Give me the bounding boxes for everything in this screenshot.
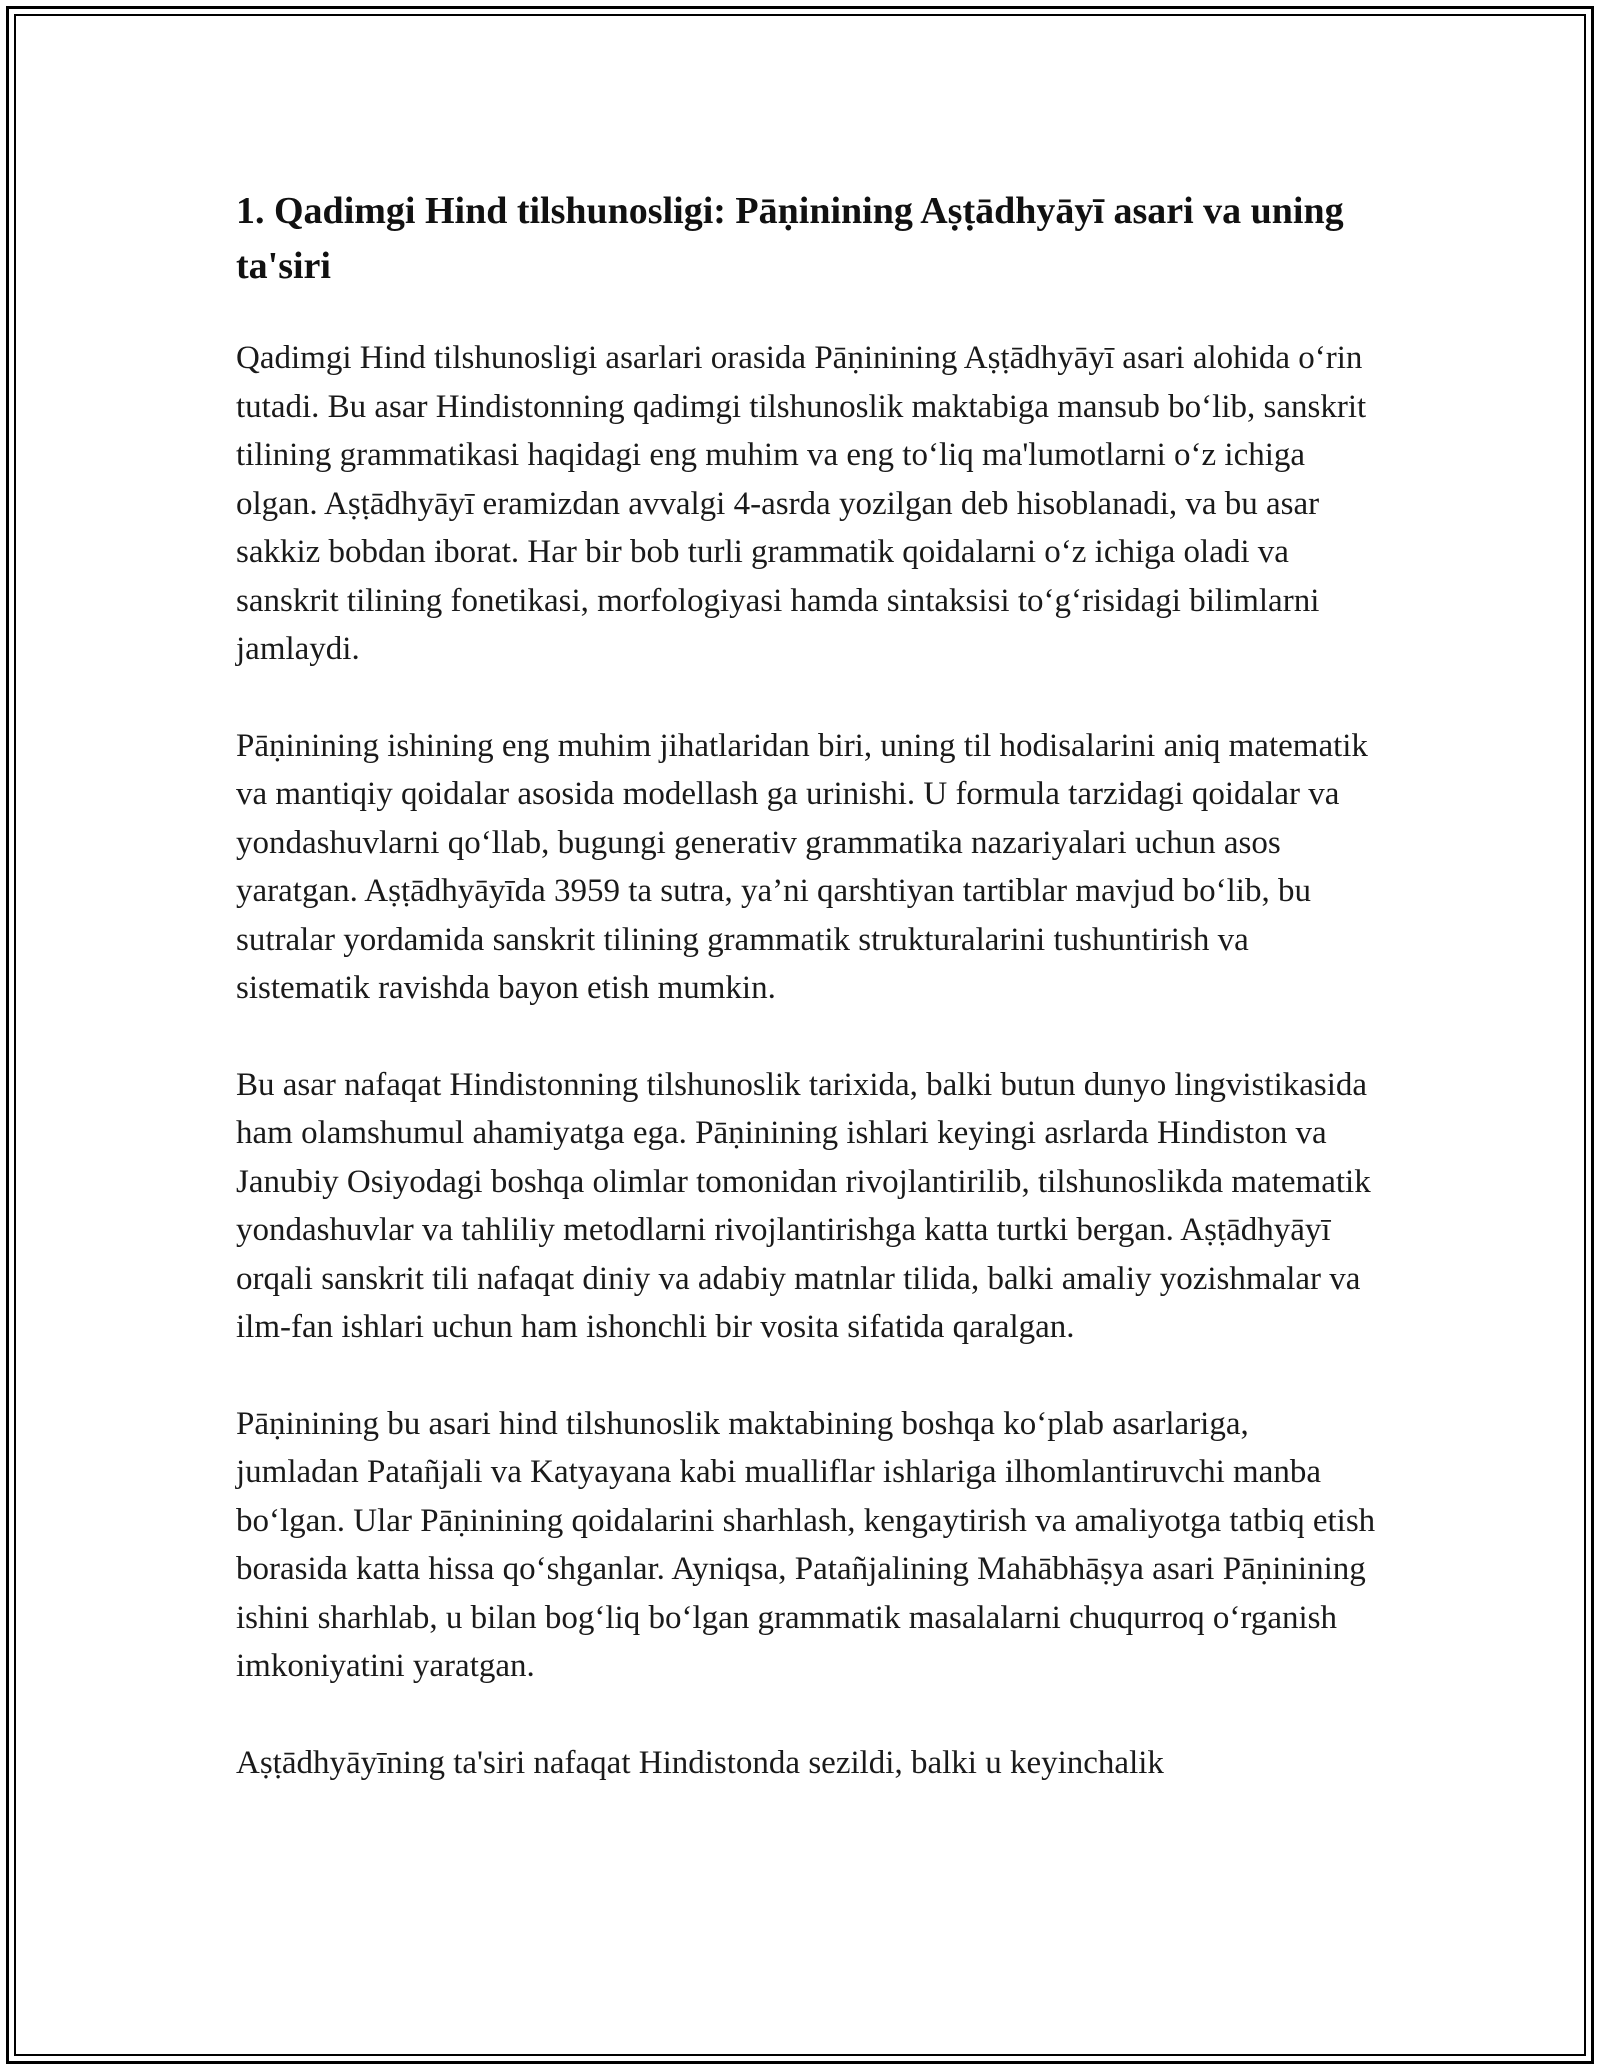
document-title: 1. Qadimgi Hind tilshunosligi: Pāṇinining Aṣṭādhyāyī asari va uning ta'siri (236, 190, 1344, 287)
paragraph-continuation: Aṣṭādhyāyīning ta'siri nafaqat Hindistonda sezildi, balki u keyinchalik (236, 1744, 1164, 1781)
paragraph-intro: Qadimgi Hind tilshunosligi asarlari orasida Pāṇinining Aṣṭādhyāyī asari alohida oʻrin tutadi. Bu asar Hindistonning qadimgi tilshunoslik maktabiga mansub boʻlib, sanskrit tilining grammatikasi haqidagi eng muhim va eng toʻliq ma'lumotlarni oʻz ichiga olgan. Aṣṭādhyāyī eramizdan avvalgi 4-asrda yozilgan deb hisoblanadi, va bu asar sakkiz bobdan iborat. Har bir bob turli grammatik qoidalarni oʻz ichiga oladi va sanskrit tilining fonetikasi, morfologiyasi hamda sintaksisi toʻgʻrisidagi bilimlarni jamlaydi. (236, 340, 1367, 667)
document-body (236, 184, 1376, 1787)
paragraph-influence: Pāṇinining bu asari hind tilshunoslik maktabining boshqa koʻplab asarlariga, jumladan Patañjali va Katyayana kabi mualliflar ishlariga ilhomlantiruvchi manba boʻlgan. Ular Pāṇinining qoidalarini sharhlash, kengaytirish va amaliyotga tatbiq etish borasida katta hissa qoʻshganlar. Ayniqsa, Patañjalining Mahābhāṣya asari Pāṇinining ishini sharhlab, u bilan bogʻliq boʻlgan grammatik masalalarni chuqurroq oʻrganish imkoniyatini yaratgan. (236, 1405, 1376, 1684)
paragraph-significance: Bu asar nafaqat Hindistonning tilshunoslik tarixida, balki butun dunyo lingvistikasida ham olamshumul ahamiyatga ega. Pāṇinining ishlari keyingi asrlarda Hindiston va Janubiy Osiyodagi boshqa olimlar tomonidan rivojlantirilib, tilshunoslikda matematik yondashuvlar va tahliliy metodlarni rivojlantirishga katta turtki bergan. Aṣṭādhyāyī orqali sanskrit tili nafaqat diniy va adabiy matnlar tilida, balki amaliy yozishmalar va ilm-fan ishlari uchun ham ishonchli bir vosita sifatida qaralgan. (236, 1066, 1371, 1345)
paragraph-method: Pāṇinining ishining eng muhim jihatlaridan biri, uning til hodisalarini aniq matematik va mantiqiy qoidalar asosida modellash ga urinishi. U formula tarzidagi qoidalar va yondashuvlarni qoʻllab, bugungi generativ grammatika nazariyalari uchun asos yaratgan. Aṣṭādhyāyīda 3959 ta sutra, ya’ni qarshtiyan tartiblar mavjud boʻlib, bu sutralar yordamida sanskrit tilining grammatik strukturalarini tushuntirish va sistematik ravishda bayon etish mumkin. (236, 727, 1368, 1006)
